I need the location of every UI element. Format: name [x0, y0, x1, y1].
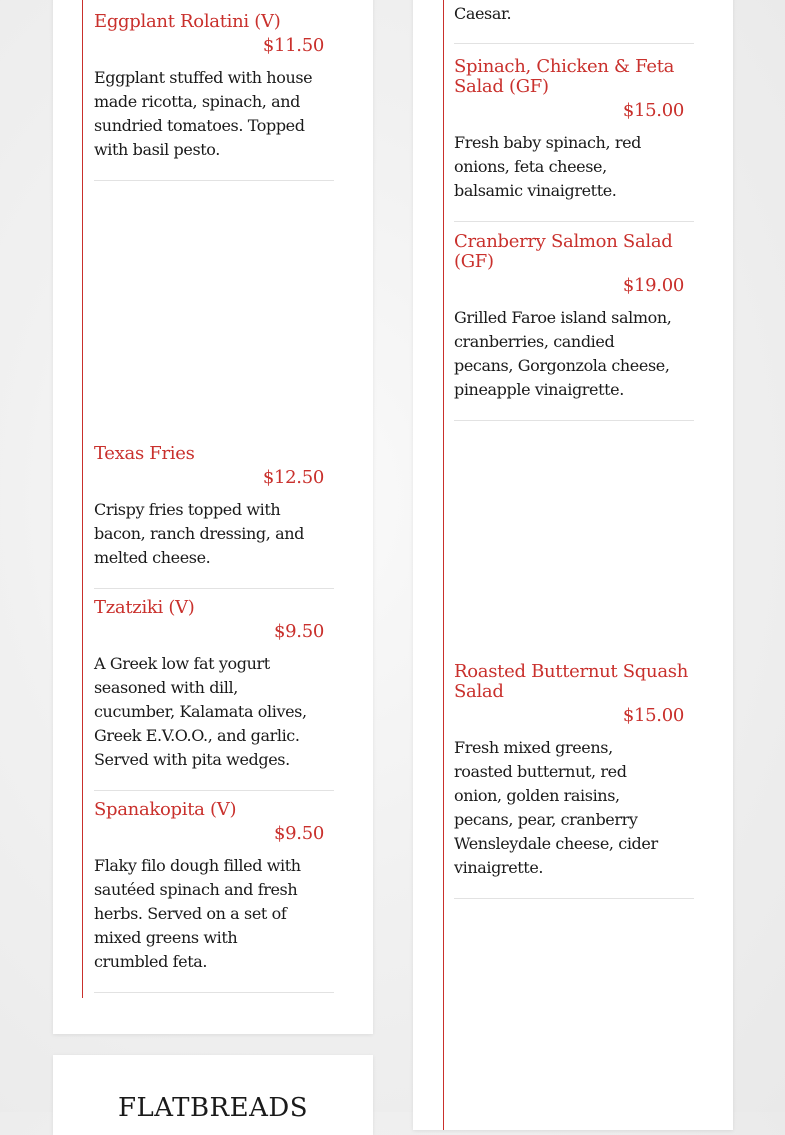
- menu-item-description: Flaky filo dough filled with sautéed spinach and fresh herbs. Served on a set of mixed greens with crumbled feta.: [94, 856, 301, 971]
- menu-item-price: $9.50: [273, 621, 324, 642]
- menu-item-divider: [94, 180, 334, 181]
- menu-item: [94, 598, 334, 791]
- menu-item-description: Crispy fries topped with bacon, ranch dressing, and melted cheese.: [94, 500, 304, 567]
- menu-item-divider: [94, 992, 334, 993]
- menu-accent-line: [443, 0, 444, 1130]
- menu-item-name: Roasted Butternut Squash Salad: [454, 661, 688, 702]
- menu-item: [94, 444, 334, 589]
- menu-item-name: Eggplant Rolatini (V): [94, 11, 281, 32]
- menu-item-divider: [94, 790, 334, 791]
- menu-item: [94, 12, 334, 181]
- menu-item: [454, 232, 694, 421]
- menu-card-salads: [413, 0, 733, 1130]
- menu-item: [454, 57, 694, 222]
- menu-item-description: Fresh mixed greens, roasted butternut, red onion, golden raisins, pecans, pear, cranberry Wensleydale cheese, cider vinaigrette.: [454, 738, 658, 877]
- menu-item-price: $15.00: [622, 100, 684, 121]
- menu-item-description: Grilled Faroe island salmon, cranberries, candied pecans, Gorgonzola cheese, pineapple vinaigrette.: [454, 308, 672, 399]
- menu-item-divider: [94, 588, 334, 589]
- menu-item-price: $12.50: [262, 467, 324, 488]
- menu-item-name: Cranberry Salmon Salad (GF): [454, 231, 673, 272]
- menu-item-name: Texas Fries: [94, 443, 195, 464]
- menu-item-price: $19.00: [622, 275, 684, 296]
- menu-item-description: Eggplant stuffed with house made ricotta, spinach, and sundried tomatoes. Topped with basil pesto.: [94, 68, 313, 159]
- menu-item-divider: [454, 420, 694, 421]
- menu-item-price: $15.00: [622, 705, 684, 726]
- section-title: FLATBREADS: [117, 1093, 309, 1123]
- menu-accent-line: [82, 0, 83, 998]
- menu-item-description-partial: Caesar.: [454, 4, 512, 23]
- menu-item: [454, 662, 694, 899]
- menu-item-divider: [454, 43, 694, 44]
- menu-item-price: $9.50: [273, 823, 324, 844]
- menu-card-appetizers: [53, 0, 373, 1034]
- menu-item-description: A Greek low fat yogurt seasoned with dill, cucumber, Kalamata olives, Greek E.V.O.O., and garlic. Served with pita wedges.: [94, 654, 307, 769]
- menu-item-name: Spanakopita (V): [94, 799, 237, 820]
- menu-card-flatbreads: [53, 1055, 373, 1135]
- menu-item-description: Fresh baby spinach, red onions, feta cheese, balsamic vinaigrette.: [454, 133, 641, 200]
- menu-item-divider: [454, 898, 694, 899]
- menu-item-name: Spinach, Chicken & Feta Salad (GF): [454, 56, 675, 97]
- menu-item-price: $11.50: [262, 35, 324, 56]
- menu-item: [94, 800, 334, 993]
- menu-item-name: Tzatziki (V): [94, 597, 195, 618]
- menu-item-divider: [454, 221, 694, 222]
